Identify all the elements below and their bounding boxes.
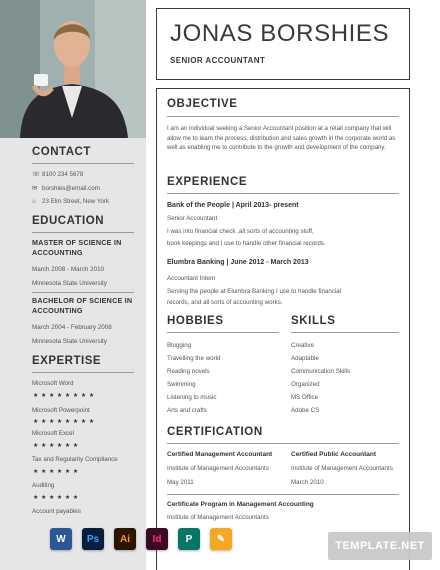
hobby-3: Reading novels [167,368,210,375]
education-school-1: Minnesota State University [32,280,107,287]
cert-date-1: May 2011 [167,479,194,486]
objective-heading: OBJECTIVE [167,98,238,110]
location-icon: ⌂ [32,198,36,205]
job-role-2: Accountant Intern [167,275,216,282]
expertise-name-1: Microsoft Word [32,380,74,387]
profile-photo [0,0,146,138]
expertise-heading: EXPERTISE [32,355,102,367]
skill-4: Organized [291,381,320,388]
education-degree-2: BACHELOR OF SCIENCE IN ACCOUNTING [32,296,133,315]
app-icon-row [50,528,232,550]
education-heading: EDUCATION [32,215,105,227]
hobby-5: Listening to music [167,394,217,401]
education-school-2: Minnesota State University [32,338,107,345]
publisher-icon[interactable]: P [178,528,200,550]
hobbies-divider [167,332,279,333]
job-title-1: Bank of the People | April 2013- present [167,202,299,209]
cert-org-3: Institute of Management Accountants [167,514,269,521]
hobby-2: Travelling the world [167,355,221,362]
pages-icon[interactable]: ✎ [210,528,232,550]
cert-name-3: Certificate Program in Management Accounting [167,501,314,508]
expertise-rating-2: ★★★★★★★★ [33,419,97,425]
contact-address [32,198,109,205]
expertise-name-2: Microsoft Powerpoint [32,407,90,414]
cert-name-2: Certified Public Accountant [291,451,376,458]
job-title: SENIOR ACCOUNTANT [170,56,266,65]
skill-3: Communication Skills [291,368,351,375]
indesign-icon[interactable]: Id [146,528,168,550]
contact-heading: CONTACT [32,146,91,158]
hobby-6: Arts and crafts [167,407,207,414]
skill-1: Creative [291,342,315,349]
skills-heading: SKILLS [291,315,336,327]
job-desc-1b: book keepings and I use to handle other financial records. [167,240,326,247]
certification-item-divider [167,494,399,495]
certification-heading: CERTIFICATION [167,426,263,438]
email-icon: ✉ [32,185,38,192]
expertise-rating-3: ★★★★★★ [33,443,81,449]
hobby-4: Swimming [167,381,196,388]
job-title-2: Elumbra Banking | June 2012 - March 2013 [167,259,309,266]
illustrator-icon[interactable]: Ai [114,528,136,550]
portrait-image [0,0,146,138]
contact-phone [32,170,83,178]
photoshop-icon[interactable]: Ps [82,528,104,550]
hobby-1: Blogging [167,342,192,349]
contact-address-text: 23 Elm Street, New York [42,198,110,205]
expertise-name-4: Tax and Regularity Compliance [32,456,118,463]
expertise-rating-1: ★★★★★★★★ [33,393,97,399]
skill-2: Adaptable [291,355,319,362]
education-divider [32,232,134,233]
education-dates-1: March 2008 - March 2010 [32,266,105,273]
experience-heading: EXPERIENCE [167,176,248,188]
cert-date-2: March 2010 [291,479,324,486]
objective-divider [167,116,399,117]
cert-name-1: Certified Management Accountant [167,451,273,458]
candidate-name: JONAS BORSHIES [170,20,390,47]
objective-text: I am an individual seeking a Senior Accountant position at a retail company that will allow me to learn the process, distribution and sales growth in the corporate world as well as enabling me to contribute to the growth and development of the company. [167,125,396,152]
skills-divider [291,332,399,333]
job-role-1: Senior Accountant [167,215,218,222]
cert-org-1: Institute of Management Accountants [167,465,269,472]
hobbies-heading: HOBBIES [167,315,224,327]
job-desc-2b: records, and all sorts of accounting works. [167,299,283,306]
cert-org-2: Institute of Management Accountants [291,465,393,472]
experience-divider [167,193,399,194]
expertise-name-6: Account payables [32,508,81,515]
job-desc-2a: Serving the people at Elumbra Banking I use to handle financial [167,288,342,295]
expertise-rating-4: ★★★★★★ [33,469,81,475]
skill-5: MS Office [291,394,319,401]
word-icon[interactable]: W [50,528,72,550]
contact-divider [32,163,134,164]
template-watermark: TEMPLATE.NET [328,532,432,560]
phone-icon: ☏ [32,171,41,178]
education-dates-2: March 2004 - February 2008 [32,324,112,331]
expertise-rating-5: ★★★★★★ [33,495,81,501]
job-desc-1a: I was into financial check ,all sorts of accounting stuff, [167,228,314,235]
expertise-divider [32,372,134,373]
expertise-name-3: Microsoft Excel [32,430,74,437]
contact-email-text: borshies@email.com [42,184,100,192]
main-content-box [156,88,410,570]
skill-6: Adobe CS [291,407,320,414]
education-item-divider [32,292,134,293]
contact-phone-text: 8100 234 5678 [42,170,84,178]
education-degree-1: MASTER OF SCIENCE IN ACCOUNTING [32,238,122,257]
expertise-name-5: Auditing [32,482,55,489]
certification-divider [167,443,399,444]
contact-email[interactable] [32,184,100,192]
